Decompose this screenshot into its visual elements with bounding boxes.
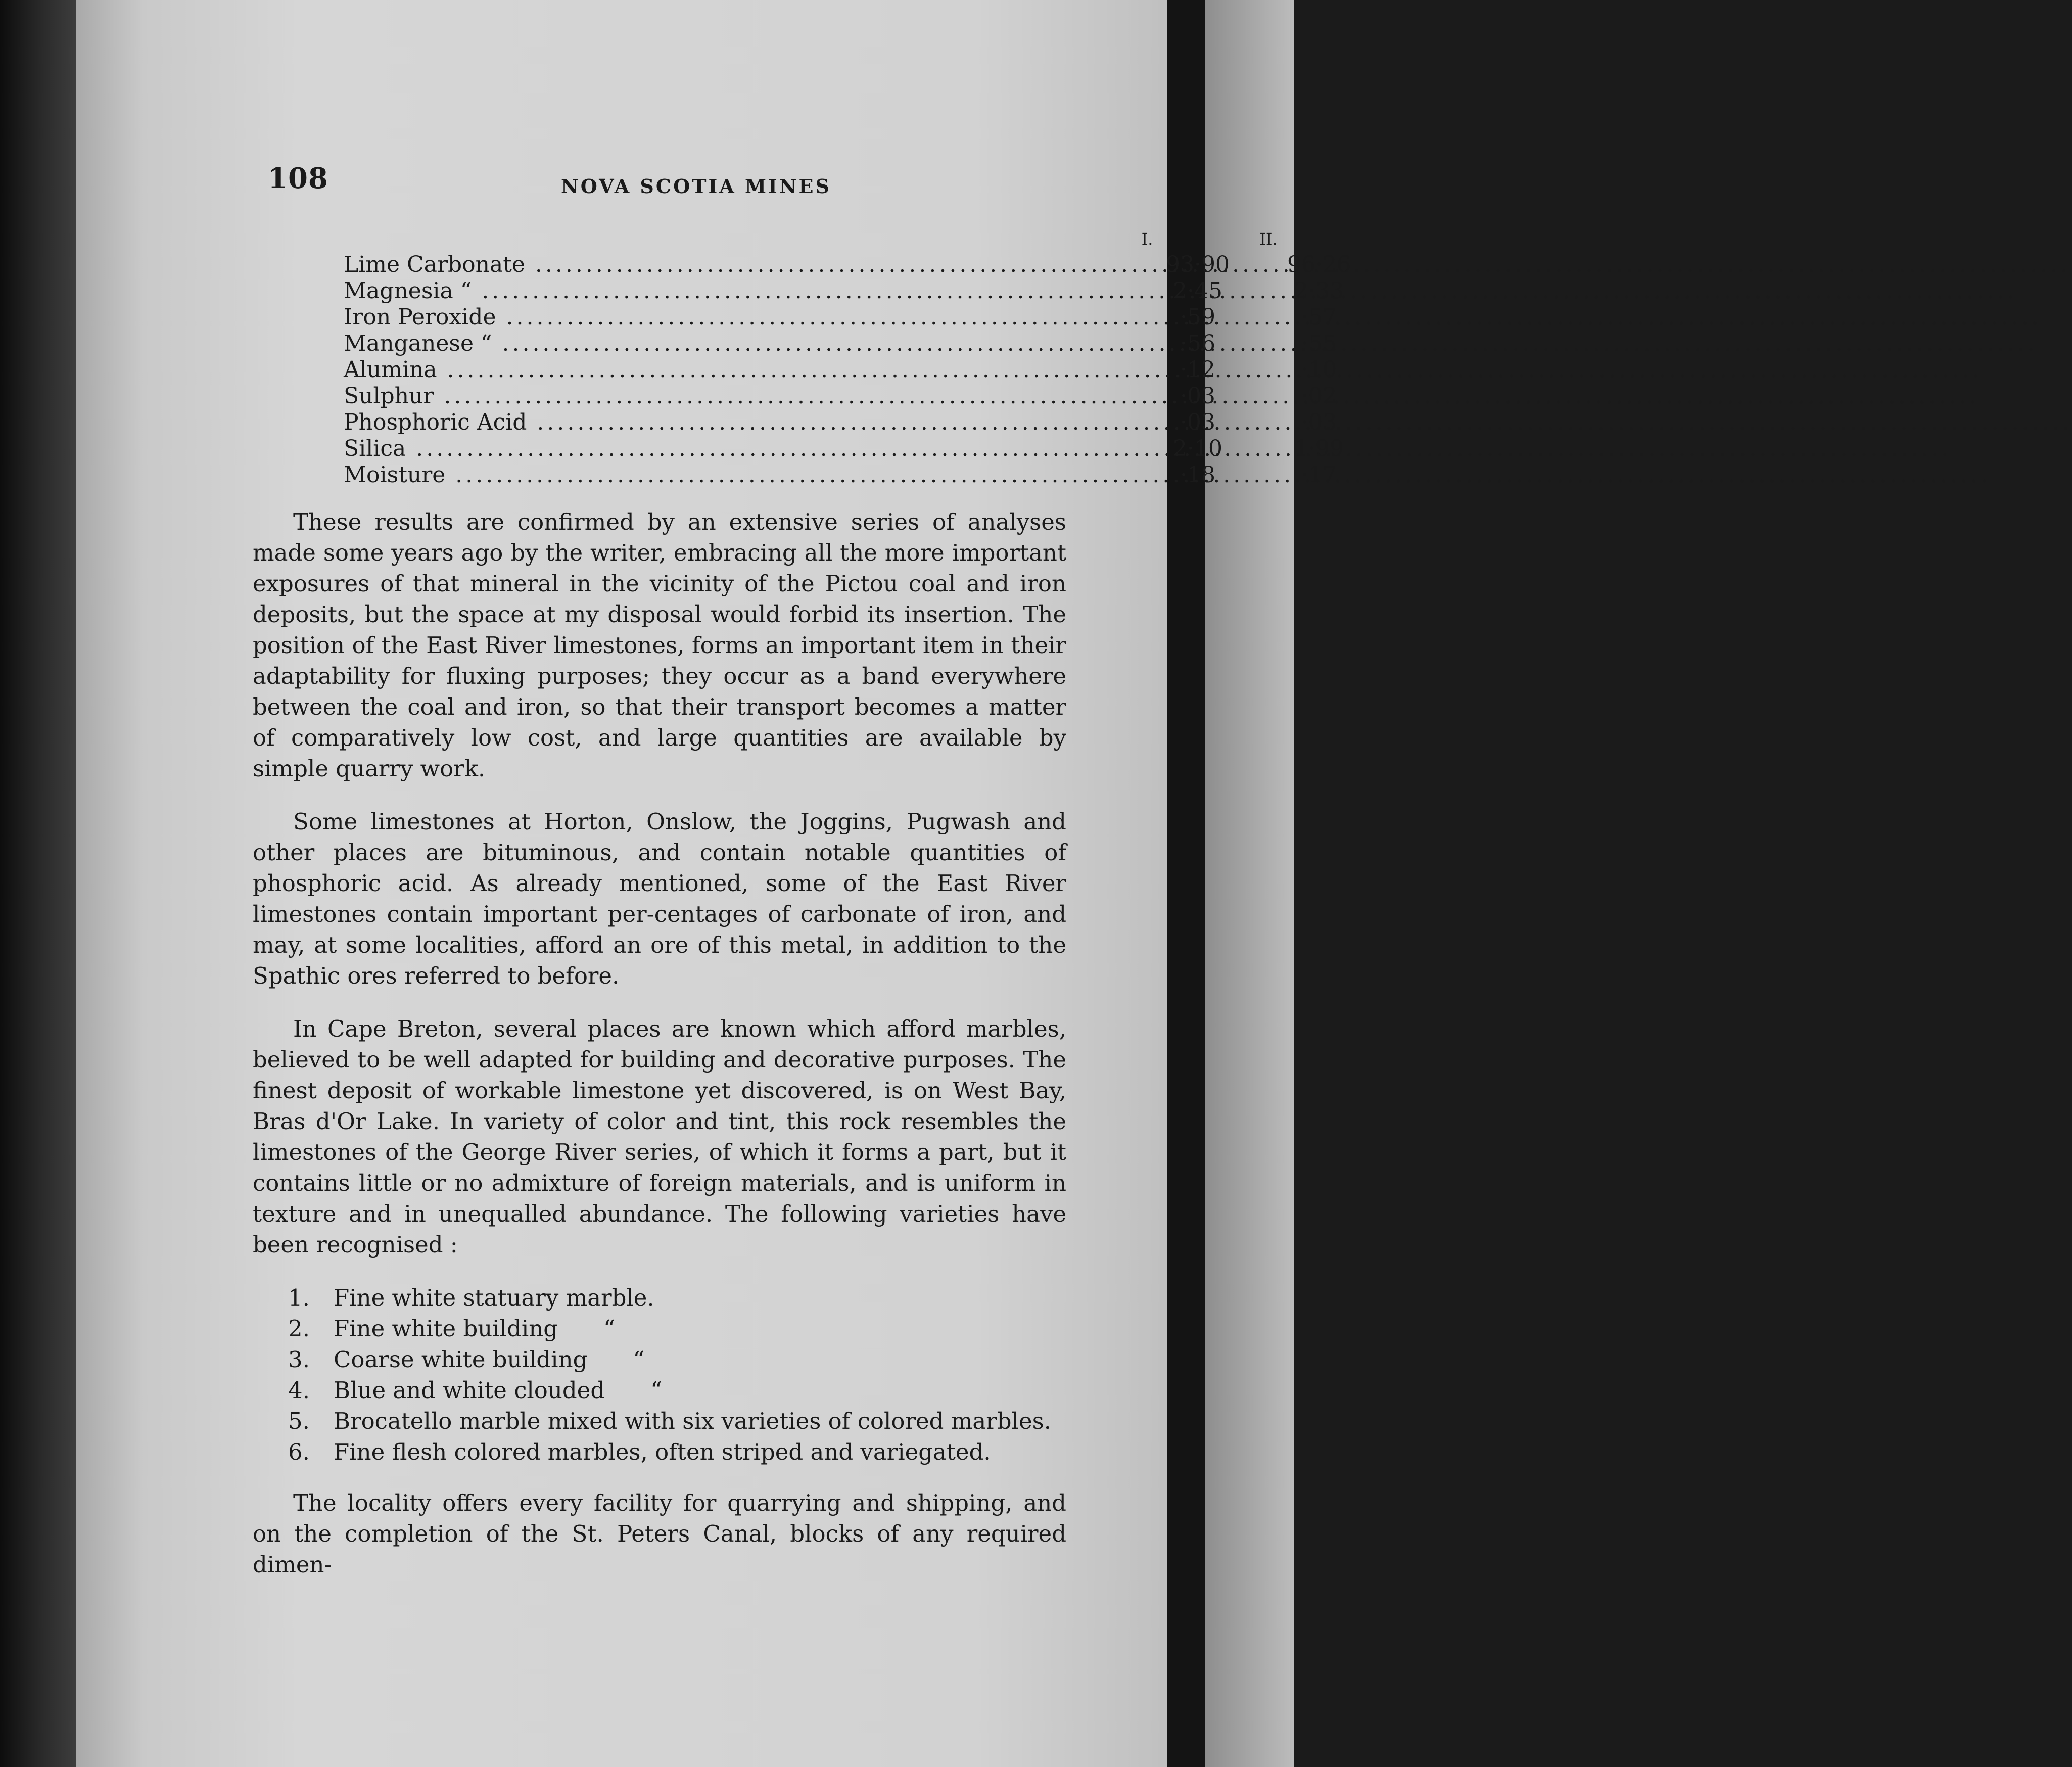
list-item: 1. Fine white statuary marble. (288, 1284, 654, 1311)
list-item: 6. Fine flesh colored marbles, often striped and variegated. (288, 1438, 991, 1465)
analysis-value-2: ·03 (1301, 409, 1337, 435)
marble-varieties-list (253, 1282, 1066, 1467)
list-item: 3. Coarse white building “ (288, 1346, 645, 1373)
analysis-value-2: 1·99 (1294, 436, 1344, 461)
column-head-1: I. (1141, 229, 1153, 249)
paragraph-locality: The locality offers every facility for quarrying and shipping, and on the completion of the St. Peters Canal, blocks of any required dimen- (253, 1490, 1066, 1578)
analysis-label: Moisture ..... (344, 462, 798, 488)
paragraph-bituminous: Some limestones at Horton, Onslow, the Joggins, Pugwash and other places are bituminous, and contain notable quantities of phosphoric acid. As already mentioned, some of the East River limestones contain important per-centages of carbonate of iron, and may, at some localities, afford an ore of this metal, in addition to the Spathic ores referred to before. (253, 808, 1066, 989)
analysis-label: Lime Carbonate ..... (344, 252, 798, 278)
analysis-label: Iron Peroxide ..... (344, 304, 798, 331)
analysis-value-1: 2·10 (1173, 436, 1222, 461)
paragraph-results: These results are confirmed by an extensive series of analyses made some years ago by the writer, embracing all the more important exposures of that mineral in the vicinity of the Pictou coal and iron deposits, but the space at my disposal would forbid its insertion. The position of the East River limestones, forms an important item in their adaptability for fluxing purposes; they occur as a band everywhere between the coal and iron, so that their transport becomes a matter of comparatively low cost, and large quantities are available by simple quarry work. (253, 508, 1066, 782)
analysis-row (344, 278, 1344, 304)
analysis-value-1: 93·90 (1166, 252, 1230, 277)
analysis-value-2: 2·33 (1294, 278, 1344, 304)
analysis-row (344, 331, 1337, 357)
body-text (253, 506, 1066, 1602)
analysis-value-1: ·56 (1180, 331, 1215, 356)
analysis-row (344, 252, 1351, 278)
analysis-table (344, 227, 1351, 488)
analysis-label: Magnesia “ ..... (344, 278, 798, 304)
column-head-2: II. (1259, 229, 1278, 249)
analysis-value-2: 96·26 (1287, 252, 1351, 277)
page-header (268, 152, 1056, 202)
analysis-column-heads (344, 227, 1278, 252)
analysis-label: Phosphoric Acid ..... (344, 409, 798, 436)
list-item: 2. Fine white building “ (288, 1315, 616, 1342)
page-number: 108 (268, 162, 328, 195)
analysis-value-1: ·18 (1180, 462, 1215, 488)
analysis-label: Sulphur ..... (344, 383, 798, 409)
analysis-value-2: ·02 (1301, 383, 1337, 409)
analysis-value-1: ·03 (1180, 409, 1215, 435)
analysis-row (344, 436, 1344, 462)
analysis-row (344, 462, 1337, 488)
analysis-row (344, 304, 1337, 331)
analysis-value-2: ·17 (1301, 462, 1337, 488)
analysis-label: Silica ..... (344, 436, 798, 462)
analysis-value-1: ·03 (1180, 383, 1215, 409)
analysis-value-2: ·57 (1301, 304, 1337, 330)
analysis-value-1: ·59 (1180, 304, 1215, 330)
analysis-value-2: ·10 (1301, 357, 1337, 383)
book-binding-shadow (0, 0, 76, 1767)
analysis-label: Manganese “ ..... (344, 331, 798, 357)
analysis-row (344, 383, 1337, 409)
analysis-row (344, 357, 1337, 383)
analysis-row (344, 409, 1337, 436)
list-item: 4. Blue and white clouded “ (288, 1377, 663, 1404)
running-title: NOVA SCOTIA MINES (561, 175, 831, 198)
analysis-label: Alumina ..... (344, 357, 798, 383)
analysis-value-1: ·12 (1180, 357, 1215, 383)
analysis-value-2: ·55 (1301, 331, 1337, 356)
paragraph-cape-breton: In Cape Breton, several places are known which afford marbles, believed to be well adapted for building and decorative purposes. The finest deposit of workable limestone yet discovered, is on West Bay, Bras d'Or Lake. In variety of color and tint, this rock resembles the limestones of the George River series, of which it forms a part, but it contains little or no admixture of foreign materials, and is uniform in texture and in unequalled abundance. The following varieties have been recognised : (253, 1015, 1066, 1258)
list-item: 5. Brocatello marble mixed with six varieties of colored marbles. (288, 1408, 1051, 1434)
analysis-value-1: 2·45 (1173, 278, 1222, 304)
